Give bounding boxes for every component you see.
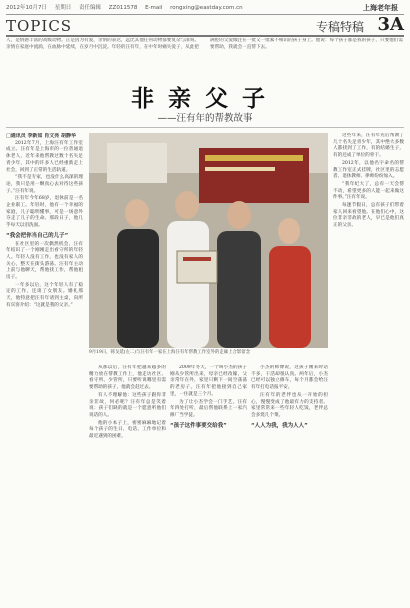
paragraph: 小杰的师傅说，这孩子刚来时话不多，干活却很认真。两年后，小杰已经可以独立修车，每个月都会给汪有年打电话报平安。 (251, 365, 328, 391)
paragraph: 汪有年的老伴也从一开始的担心，慢慢变成了他最有力的支持者。家里常常来一些年轻人吃饭，老伴总会多烧几个菜。 (251, 392, 328, 418)
section-page-number: 3A (377, 14, 404, 35)
paragraph: 2012年，以他名字命名的帮教工作室正式挂牌，社区里的志愿者、退休教师、律师纷纷加入。 (333, 160, 404, 180)
article-column-4 (251, 365, 328, 603)
lead-paragraph (6, 38, 404, 72)
group-photo-illustration (89, 133, 328, 348)
paragraph: 他的小本子上，密密麻麻地记着每个孩子的生日、电话、工作单位和最近遇到的困难。 (89, 420, 166, 440)
photo-caption: 9月19日，韩戈延(左二)与汪有年一家在上海汪有年帮教工作室外的走廊上合影留念 (89, 350, 251, 355)
email-address: rongxing@eastday.com.cn (170, 5, 243, 11)
article-column-5 (333, 133, 404, 603)
paragraph: 汪有年今年68岁，退休前是一名企业职工。年轻时，他有一个幸福的家庭，儿子聪明懂事，可是一场意外夺走了儿子的生命。那段日子，他几乎每天以泪洗面。 (6, 196, 83, 229)
article-column-1 (6, 133, 83, 603)
subheading: “我会把你当自己的儿子” (6, 232, 69, 239)
paragraph: 2009年冬天，一个叫小杰的孩子刚从少管所出来，母亲已经改嫁，父亲常年在外，家里只剩下一间空荡荡的老房子。汪有年把他接到自己家里，一住就是三个月。 (170, 365, 247, 397)
subheading: “人人为我，我为人人” (251, 422, 308, 429)
page-code: ZZ011578 (108, 5, 138, 11)
paragraph: 2012年7月，上海汪有年工作室成立。汪有年是上海市的一位普通退休老人，近年来他帮教过数十名失足青少年，其中的许多人已经重新走上社会，回到了正常的生活轨道。 (6, 140, 83, 173)
headline-subtitle: ——汪有年的帮教故事 (157, 113, 253, 124)
headline-divider (6, 127, 404, 128)
subheading: “孩子这件事要交给我” (170, 422, 227, 429)
paragraph: “我不是专家，也没什么高深的理论，我只是用一颗真心去对待这些孩子。”汪有年说。 (6, 175, 83, 194)
headline-title: 非亲父子 (131, 86, 279, 112)
paragraph: 每逢节假日，总有孩子们带着家人回来看望他。在他们心中，这位非亲非故的老人，早已是他们真正的父亲。 (333, 203, 404, 229)
paragraph: 为了让小杰学会一门手艺，汪有年四处打听，最后帮他联系上一家汽修厂当学徒。 (170, 399, 247, 418)
editor-label: 责任编辑 (79, 5, 102, 11)
article-photo (89, 133, 328, 348)
section-bar (6, 14, 404, 37)
section-title: 专稿特稿 (315, 20, 364, 34)
topics-label: TOPICS (6, 17, 73, 35)
paragraph: “我年纪大了，总有一天会帮不动，希望更多的人能一起来做这件事。”汪有年说。 (333, 181, 404, 201)
issue-date: 2012年10月7日 (6, 5, 47, 11)
paragraph: 在社区里的一次偶然机会，汪有年结识了一个刚刚走出看守所的年轻人。年轻人没有工作，也没有家人的关心，整天在街头游荡。汪有年主动上前与他聊天，帮他找工作，帮他租房子。 (6, 241, 83, 281)
byline: □通讯员 李新如 肖文亮 胡静华 (6, 133, 76, 139)
article-column-3 (170, 365, 247, 603)
paragraph: 有人不理解他：这些孩子跟你非亲非故，何必呢？汪有年总是笑着说：孩子们缺的就是一个愿意听他们说话的人。 (89, 392, 166, 418)
email-label: E-mail (145, 5, 163, 11)
lead-text: 人，是情感丰富的高级动物。正是因为有爱，亲情的表达，远比其他任何动物都要复杂与深刻。亲情在家庭中流淌，在血脉中延续，在岁月中沉淀。年轻的汪有年，在中年时痛失爱子，从此把满腔的父爱倾注在一批又一批素不相识的孩子身上。他说：每个孩子都是我的孩子，只要他们需要帮助，我就会一直帮下去。 (6, 38, 403, 50)
paragraph: 这些年来，汪有年先后帮教了几十名失足青少年，其中绝大多数人都找到了工作，有的结婚生子，有的还成了单位的骨干。 (333, 133, 404, 159)
issue-weekday: 星期日 (54, 5, 72, 11)
article-column-2 (89, 365, 166, 603)
masthead-bar (6, 3, 404, 13)
paper-name: 上海老年报 (363, 3, 398, 12)
paragraph: 从那以后，汪有年把越来越多的精力放在帮教工作上，他走访社区、看守所、少管所，只要听说哪里有需要帮助的孩子，他就会赶过去。 (89, 365, 166, 391)
paragraph: 一年多以后，这个年轻人有了稳定的工作，还谈了女朋友。婚礼那天，他特意把汪有年请到主桌，向所有宾客介绍：“这就是我的父亲。” (6, 282, 83, 308)
